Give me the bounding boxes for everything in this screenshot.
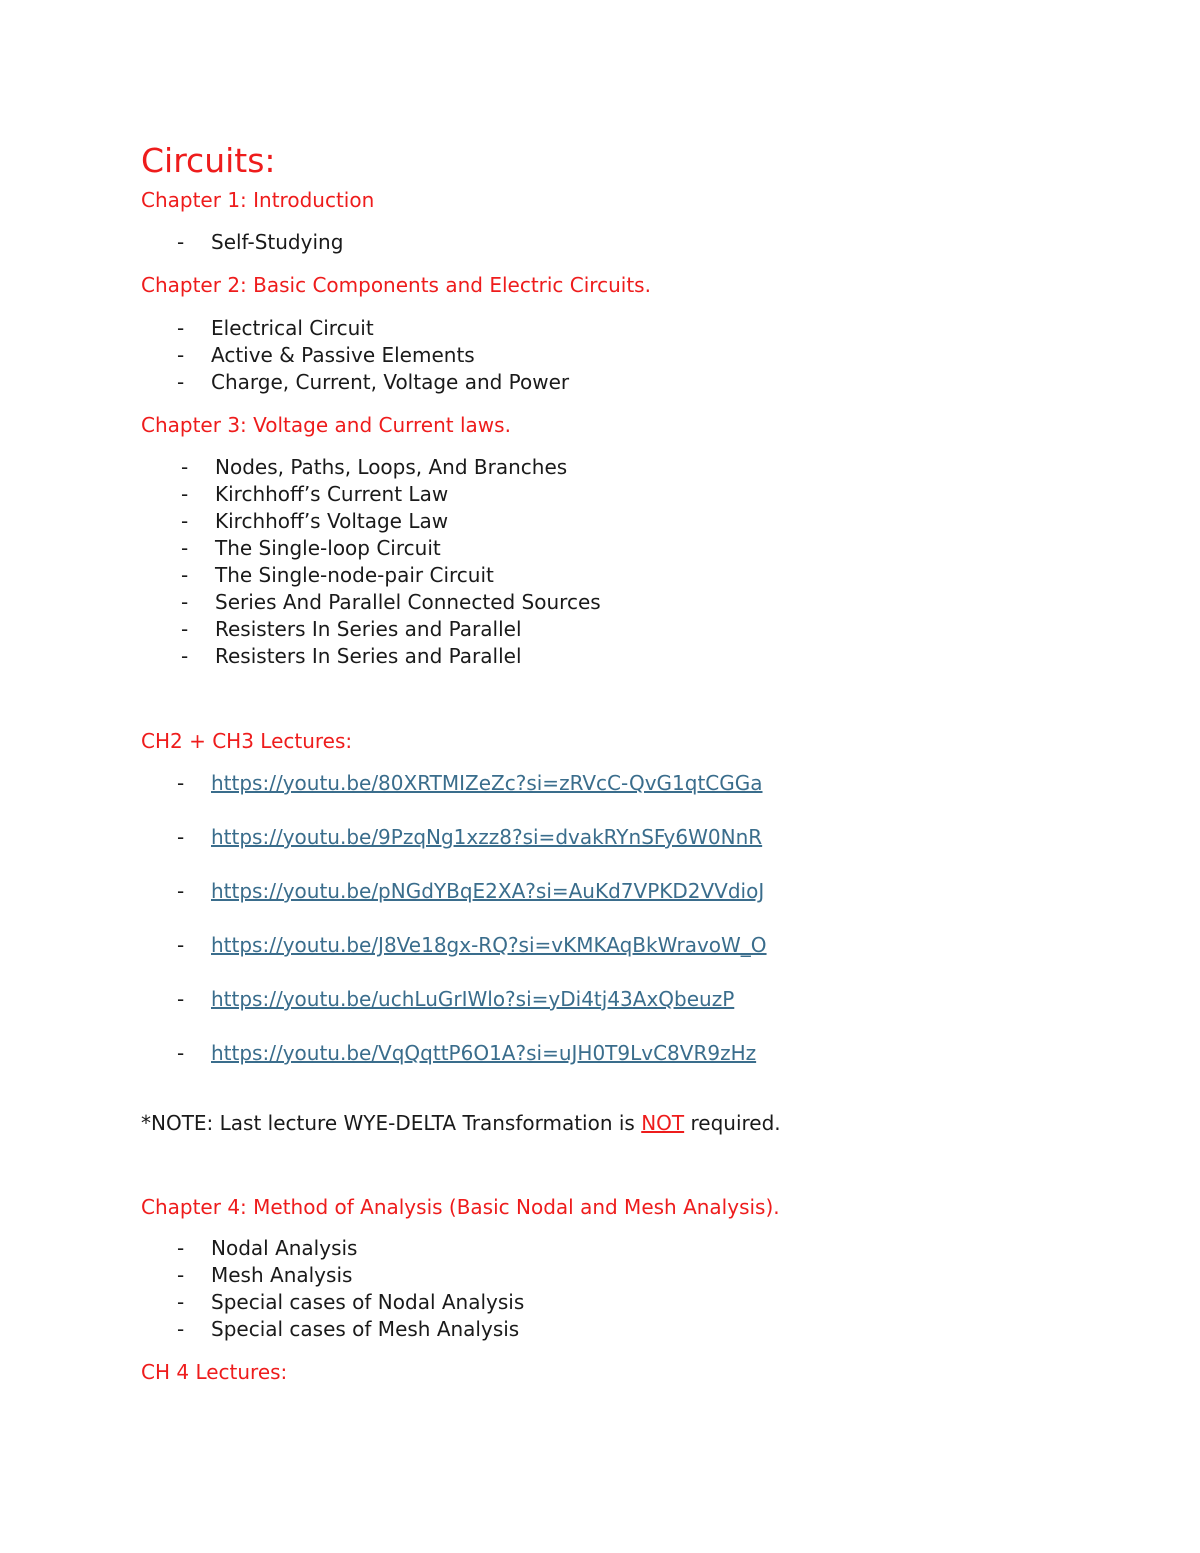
- dash-bullet: -: [181, 590, 189, 614]
- dash-bullet: -: [177, 230, 185, 254]
- chapter-3-heading: Chapter 3: Voltage and Current laws.: [141, 413, 511, 437]
- list-item: - Resisters In Series and Parallel: [181, 617, 522, 641]
- list-item: - The Single-loop Circuit: [181, 536, 441, 560]
- dash-bullet: -: [177, 1317, 185, 1341]
- chapter-1-heading: Chapter 1: Introduction: [141, 188, 375, 212]
- lecture-link[interactable]: https://youtu.be/9PzqNg1xzz8?si=dvakRYnSFy6W0NnR: [211, 825, 763, 849]
- dash-bullet: -: [177, 879, 185, 903]
- list-item: - Mesh Analysis: [177, 1263, 353, 1287]
- list-item: [141, 824, 1101, 851]
- list-item: - Kirchhoff’s Current Law: [181, 482, 449, 506]
- ch4-lectures-heading: CH 4 Lectures:: [141, 1360, 288, 1384]
- document-page: [141, 138, 1101, 1386]
- chapter-2-heading: Chapter 2: Basic Components and Electric Circuits.: [141, 273, 651, 297]
- dash-bullet: -: [177, 316, 185, 340]
- ch2-ch3-lecture-links: [141, 770, 1101, 1067]
- dash-bullet: -: [181, 563, 189, 587]
- ch2-ch3-lectures-heading: CH2 + CH3 Lectures:: [141, 729, 353, 753]
- dash-bullet: -: [177, 1041, 185, 1065]
- dash-bullet: -: [177, 1263, 185, 1287]
- dash-bullet: -: [177, 1236, 185, 1260]
- list-item: - Active & Passive Elements: [177, 343, 475, 367]
- list-item: [141, 932, 1101, 959]
- document-title: Circuits:: [141, 141, 276, 180]
- list-item: [141, 770, 1101, 797]
- dash-bullet: -: [177, 771, 185, 795]
- dash-bullet: -: [177, 987, 185, 1011]
- dash-bullet: -: [181, 536, 189, 560]
- list-item: - Nodal Analysis: [177, 1236, 358, 1260]
- dash-bullet: -: [177, 825, 185, 849]
- chapter-1-list: [141, 229, 1101, 256]
- dash-bullet: -: [181, 455, 189, 479]
- lecture-link[interactable]: https://youtu.be/VqQqttP6O1A?si=uJH0T9LvC8VR9zHz: [211, 1041, 757, 1065]
- note-emphasis: NOT: [641, 1111, 685, 1135]
- list-item: - Resisters In Series and Parallel: [181, 644, 522, 668]
- list-item: - Kirchhoff’s Voltage Law: [181, 509, 449, 533]
- list-item: - Charge, Current, Voltage and Power: [177, 370, 570, 394]
- dash-bullet: -: [181, 617, 189, 641]
- chapter-4-heading: Chapter 4: Method of Analysis (Basic Nodal and Mesh Analysis).: [141, 1195, 780, 1219]
- lecture-link[interactable]: https://youtu.be/uchLuGrIWlo?si=yDi4tj43AxQbeuzP: [211, 987, 735, 1011]
- list-item: - Series And Parallel Connected Sources: [181, 590, 601, 614]
- chapter-3-list: [141, 454, 1101, 670]
- dash-bullet: -: [177, 370, 185, 394]
- lecture-link[interactable]: https://youtu.be/pNGdYBqE2XA?si=AuKd7VPKD2VVdioJ: [211, 879, 765, 903]
- dash-bullet: -: [177, 343, 185, 367]
- note-paragraph: *NOTE: Last lecture WYE-DELTA Transformation is NOT required.: [141, 1111, 781, 1135]
- dash-bullet: -: [181, 509, 189, 533]
- dash-bullet: -: [181, 482, 189, 506]
- dash-bullet: -: [177, 933, 185, 957]
- dash-bullet: -: [181, 644, 189, 668]
- list-item: - Electrical Circuit: [177, 316, 374, 340]
- lecture-link[interactable]: https://youtu.be/80XRTMIZeZc?si=zRVcC-QvG1qtCGGa: [211, 771, 763, 795]
- list-item: - Self-Studying: [177, 230, 344, 254]
- chapter-4-list: [141, 1235, 1101, 1343]
- chapter-2-list: [141, 315, 1101, 396]
- lecture-link[interactable]: https://youtu.be/J8Ve18gx-RQ?si=vKMKAqBkWravoW_O: [211, 933, 767, 957]
- list-item: [141, 878, 1101, 905]
- list-item: - Special cases of Mesh Analysis: [177, 1317, 520, 1341]
- list-item: - The Single-node-pair Circuit: [181, 563, 494, 587]
- list-item: - Special cases of Nodal Analysis: [177, 1290, 525, 1314]
- list-item: [141, 1040, 1101, 1067]
- dash-bullet: -: [177, 1290, 185, 1314]
- list-item: - Nodes, Paths, Loops, And Branches: [181, 455, 568, 479]
- list-item: [141, 986, 1101, 1013]
